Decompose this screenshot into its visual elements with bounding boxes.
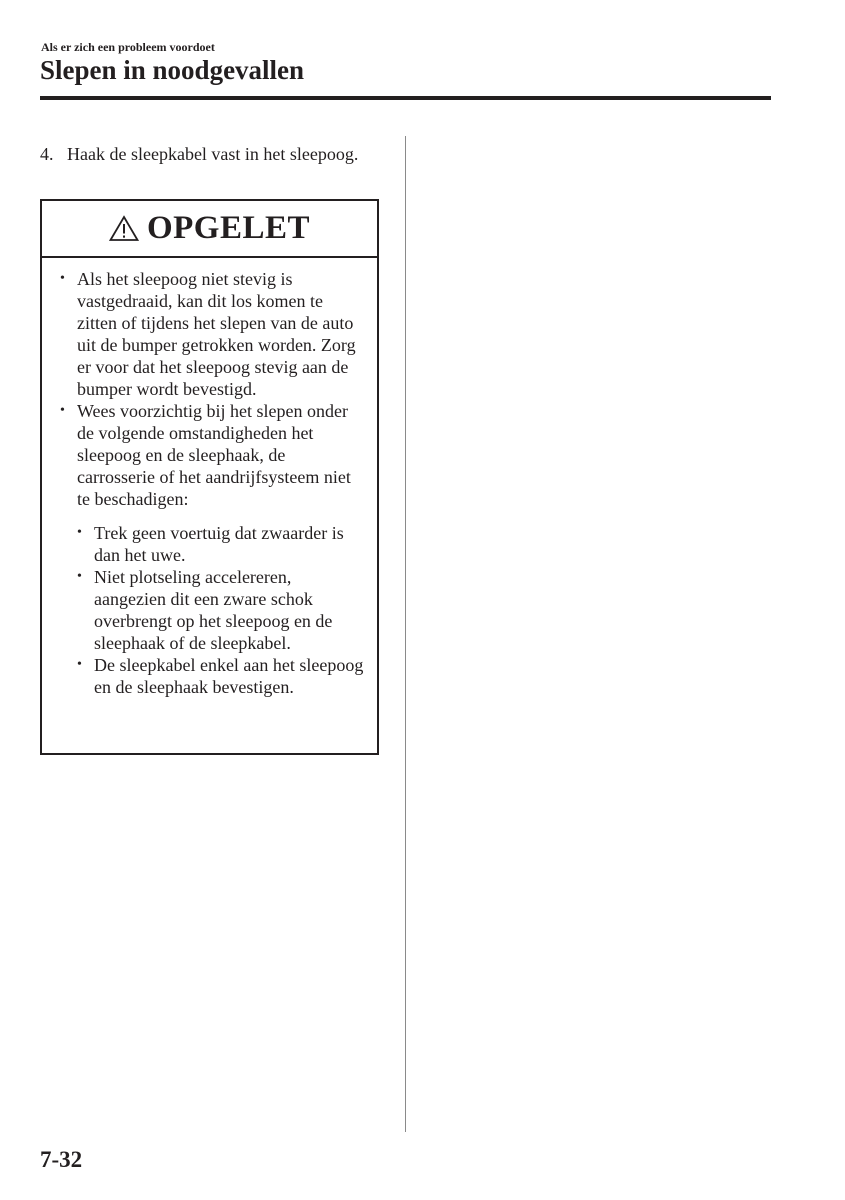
- caution-bullet: [58, 268, 365, 400]
- column-divider: [405, 136, 406, 1132]
- title-divider: [40, 96, 771, 100]
- caution-title: OPGELET: [146, 210, 311, 246]
- bullet-text: Trek geen voertuig dat zwaarder is dan het uwe.: [94, 523, 344, 565]
- caution-box: [40, 199, 379, 755]
- caution-bullet: [58, 400, 365, 510]
- step-number: 4.: [40, 144, 54, 164]
- warning-triangle-icon: [109, 215, 139, 242]
- bullet-dot: •: [60, 403, 65, 418]
- bullet-dot: •: [60, 271, 65, 286]
- caution-body: [42, 258, 377, 698]
- step-text: Haak de sleepkabel vast in het sleepoog.: [67, 144, 359, 164]
- bullet-dot: •: [77, 525, 82, 540]
- bullet-dot: •: [77, 657, 82, 672]
- bullet-dot: •: [77, 569, 82, 584]
- sub-bullet: [75, 522, 365, 566]
- page-title: Slepen in noodgevallen: [40, 55, 305, 85]
- bullet-text: De sleepkabel enkel aan het sleepoog en de sleephaak bevestigen.: [94, 655, 364, 697]
- bullet-text: Als het sleepoog niet stevig is vastgedraaid, kan dit los komen te zitten of tijdens het slepen van de auto uit de bumper getrokken worden. Zorg er voor dat het sleepoog stevig aan de bumper wordt bevestigd.: [77, 269, 356, 399]
- bullet-text: Niet plotseling accelereren, aangezien dit een zware schok overbrengt op het sleepoog en de sleephaak of de sleepkabel.: [94, 567, 333, 653]
- sub-bullet-list: [58, 522, 365, 698]
- sub-bullet: [75, 566, 365, 654]
- breadcrumb: Als er zich een probleem voordoet: [41, 40, 215, 54]
- caution-header: [42, 201, 377, 258]
- page-number: 7-32: [40, 1147, 83, 1172]
- sub-bullet: [75, 654, 365, 698]
- bullet-text: Wees voorzichtig bij het slepen onder de volgende omstandigheden het sleepoog en de sleephaak, de carrosserie of het aandrijfsysteem niet te beschadigen:: [77, 401, 351, 509]
